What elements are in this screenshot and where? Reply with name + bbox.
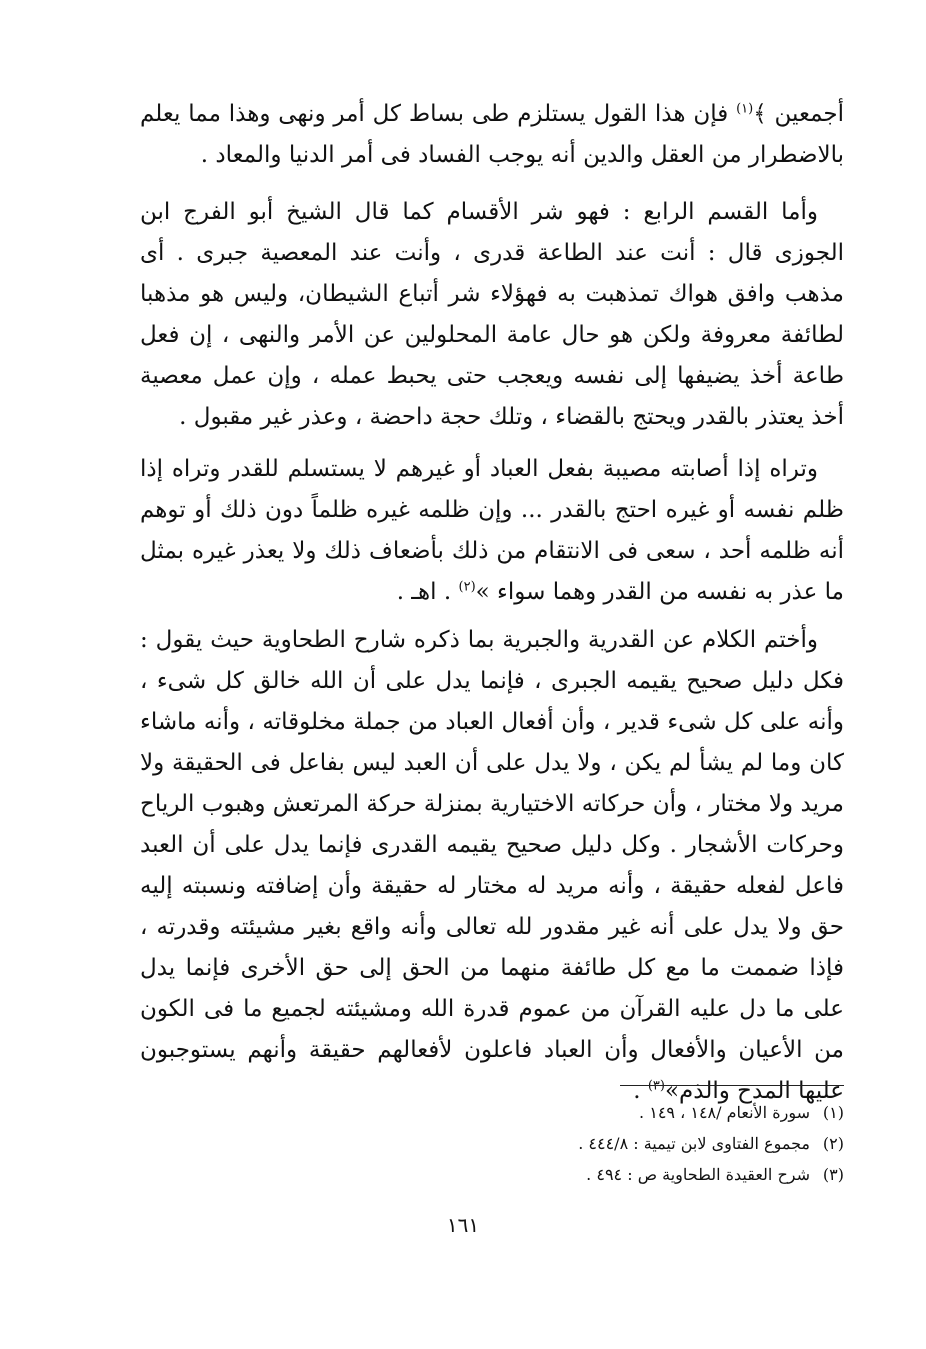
footnote-1 [424,1097,844,1128]
footnote-2-number: (٢) [822,1134,844,1153]
paragraph-2-text: وأما القسم الرابع : فهو شر الأقسام كما قال الشيخ أبو الفرج ابن الجوزى قال : أنت عند الطاعة قدرى ، وأنت عند المعصية جبرى . أى مذهب وافق هواك تمذهبت به فهؤلاء شر أتباع الشيطان، وليس هو مذهبا لطائفة معروفة ولكن هو حال عامة المحلولين عن الأمر والنهى ، إن فعل طاعة أخذ يضيفها إلى نفسه ويعجب حتى يحبط عمله ، وإن عمل معصية أخذ يعتذر بالقدر ويحتج بالقضاء ، وتلك حجة داحضة ، وعذر غير مقبول . [140,199,844,430]
paragraph-1 [140,94,844,176]
paragraph-4 [140,620,844,1112]
paragraph-3-text: وتراه إذا أصابته مصيبة بفعل العباد أو غيرهم لا يستسلم للقدر وتراه إذا ظلم نفسه أو غيره احتج بالقدر ... وإن ظلمه غيره ظلماً دون ذلك أو توهم أنه ظلمه أحد ، سعى فى الانتقام من ذلك بأضعاف ذلك ولا يعذر غيره بمثل ما عذر به نفسه من القدر وهما سواء » [140,456,844,605]
footnotes [424,1097,844,1190]
footnote-3-text: شرح العقيدة الطحاوية ص : ٤٩٤ . [586,1165,810,1184]
footnote-2 [424,1128,844,1159]
footnote-ref-1: (١) [736,101,754,117]
footnote-ref-2: (٢) [458,579,476,595]
paragraph-3-rest: . اهـ . [396,579,459,605]
page-number: ١٦١ [446,1213,480,1237]
footnote-1-text: سورة الأنعام /١٤٨ ، ١٤٩ . [639,1103,810,1122]
footnote-2-text: مجموع الفتاوى لابن تيمية : ٤٤٤/٨ . [578,1134,810,1153]
footnote-3-number: (٣) [822,1165,844,1184]
paragraph-2 [140,192,844,438]
paragraph-4-text: وأختم الكلام عن القدرية والجبرية بما ذكره شارح الطحاوية حيث يقول : فكل دليل صحيح يقيمه الجبرى ، فإنما يدل على أن الله خالق كل شىء ، وأنه على كل شىء قدير ، وأن أفعال العباد من جملة مخلوقاته ، وأنه ماشاء كان وما لم يشأ لم يكن ، ولا يدل على أن العبد ليس بفاعل فى الحقيقة ولا مريد ولا مختار ، وأن حركاته الاختيارية بمنزلة حركة المرتعش وهبوب الرياح وحركات الأشجار . وكل دليل صحيح يقيمه القدرى فإنما يدل على أن العبد فاعل لفعله حقيقة ، وأنه مريد له مختار له حقيقة وأن إضافته ونسبته إليه حق ولا يدل على أنه غير مقدور لله تعالى وأنه واقع بغير مشيئته وقدرته ، فإذا ضممت ما مع كل طائفة منهما من الحق إلى حق الأخرى فإنما يدل على ما دل عليه القرآن من عموم قدرة الله ومشيئته لجميع ما فى الكون من الأعيان والأفعال وأن العباد فاعلون لأفعالهم حقيقة وأنهم يستوجبون عليها المدح والذم» [140,627,844,1104]
footnote-divider [620,1085,844,1086]
footnote-1-number: (١) [822,1103,844,1122]
paragraph-1-text: أجمعين ﴾ [753,101,844,127]
paragraph-1-rest: فإن هذا القول يستلزم طى بساط كل أمر ونهى وهذا مما يعلم بالاضطرار من العقل والدين أنه يوجب الفساد فى أمر الدنيا والمعاد . [140,101,844,168]
paragraph-4-rest: . [633,1078,648,1104]
footnote-ref-3: (٣) [647,1078,665,1094]
footnote-3 [424,1159,844,1190]
paragraph-3 [140,449,844,613]
